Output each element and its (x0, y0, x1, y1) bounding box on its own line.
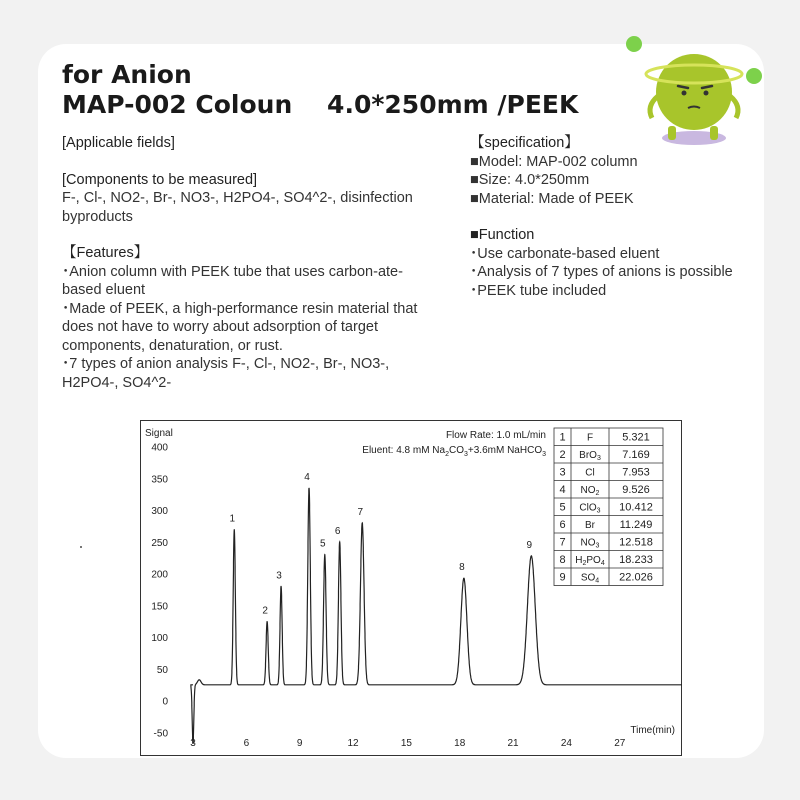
ion-subscript: 2 (582, 560, 587, 567)
function-item: ･Use carbonate-based eluent (470, 245, 660, 262)
function-item: ･PEEK tube included (470, 282, 607, 299)
mascot-leg (710, 126, 718, 140)
mascot-arm (650, 96, 658, 118)
mascot-bud-icon (626, 36, 642, 52)
ion-subscript: 4 (595, 577, 600, 585)
x-tick-label: 21 (507, 738, 519, 749)
spec-item: ■Model: MAP-002 column (470, 153, 638, 170)
y-tick-label: 300 (151, 506, 168, 518)
specification-heading: 【specification】 (470, 135, 579, 151)
y-tick-label: 200 (151, 569, 168, 581)
table-cell-ion (585, 468, 594, 479)
ion-subscript: 4 (600, 560, 605, 567)
y-tick-label: 50 (156, 664, 168, 676)
retention-table (554, 428, 663, 586)
y-tick-label: 400 (151, 442, 168, 454)
function-heading: ■Function (470, 227, 535, 243)
title-line-2: MAP-002 Coloun 4.0*250mm /PEEK (62, 90, 579, 119)
title-line-1: for Anion (62, 60, 192, 89)
ion-base: H (575, 555, 583, 566)
y-axis-label: Signal (145, 428, 173, 439)
chromatogram-chart (140, 420, 682, 756)
function-item: ･Analysis of 7 types of anions is possible (470, 264, 733, 280)
table-cell-number: 5 (559, 501, 566, 514)
table-cell-number: 2 (559, 449, 566, 461)
peak-label: 6 (334, 525, 341, 537)
table-cell-time: 18.233 (619, 554, 653, 566)
table-cell-time: 7.169 (622, 449, 650, 461)
y-tick-label: -50 (153, 728, 168, 740)
ion-base: NO (580, 485, 596, 496)
ion-subscript: 3 (596, 455, 601, 462)
mascot-icon (618, 30, 768, 160)
table-cell-ion (575, 555, 605, 567)
table-cell-time: 11.249 (619, 519, 653, 531)
table-cell-ion (587, 433, 593, 444)
x-tick-label: 3 (190, 738, 196, 749)
peak-label: 8 (459, 562, 465, 574)
y-tick-label: 150 (151, 601, 168, 613)
ion-base: Br (585, 520, 595, 531)
x-tick-label: 6 (243, 738, 250, 749)
x-tick-label: 9 (296, 738, 303, 749)
x-axis-label: Time(min) (630, 725, 675, 736)
peak-label: 3 (276, 570, 282, 582)
components-text: F-, Cl-, NO2-, Br-, NO3-, H2PO4-, SO4^2-, disinfection byproducts (62, 190, 413, 225)
ion-base: ClO (579, 502, 597, 514)
stray-dot (80, 546, 82, 548)
flow-rate-annotation: Flow Rate: 1.0 mL/min (445, 430, 546, 441)
table-cell-time: 10.412 (619, 501, 653, 514)
peak-label: 7 (357, 506, 364, 518)
mascot-leg (668, 126, 676, 140)
table-cell-number: 7 (559, 536, 566, 549)
peak-label: 4 (304, 471, 310, 483)
y-tick-label: 0 (162, 696, 168, 708)
features-heading: 【Features】 (62, 245, 149, 261)
x-tick-label: 24 (560, 738, 572, 749)
table-cell-number: 9 (559, 571, 566, 584)
feature-item: ･7 types of anion analysis F-, Cl-, NO2-, Br-, NO3-, H2PO4-, SO4^2- (62, 356, 390, 391)
ion-base: SO (580, 572, 596, 584)
mascot-bud-icon (746, 68, 762, 84)
feature-item: ･Anion column with PEEK tube that uses carbon-ate-based eluent (62, 263, 403, 298)
table-cell-number: 1 (559, 431, 566, 444)
table-cell-time: 12.518 (619, 536, 653, 549)
spec-item: ■Material: Made of PEEK (470, 190, 634, 207)
y-tick-label: 350 (151, 474, 168, 486)
table-cell-time: 9.526 (622, 484, 650, 496)
ion-base: PO (586, 555, 601, 566)
mascot-eye (704, 91, 709, 96)
ion-subscript: 3 (595, 542, 600, 550)
spec-item: ■Size: 4.0*250mm (470, 172, 590, 188)
ion-subscript: 2 (595, 490, 600, 497)
ion-base: BrO (579, 450, 597, 461)
peak-label: 1 (229, 513, 236, 525)
mascot-eye (682, 91, 687, 96)
table-cell-time: 5.321 (622, 431, 650, 444)
ion-base: F (586, 432, 594, 444)
table-cell-number: 6 (559, 519, 566, 531)
peak-label: 9 (526, 539, 533, 551)
table-cell-time: 22.026 (619, 571, 653, 584)
ion-base: Cl (585, 467, 595, 479)
applicable-fields-heading: [Applicable fields] (62, 135, 175, 151)
left-column (62, 134, 442, 392)
mascot-arm (730, 96, 738, 118)
table-cell-ion (585, 520, 596, 531)
x-tick-label: 18 (454, 738, 466, 749)
table-cell-number: 8 (559, 554, 566, 566)
peak-label: 2 (262, 605, 268, 617)
x-tick-label: 27 (614, 738, 626, 749)
ion-base: NO (580, 537, 596, 549)
x-tick-label: 12 (347, 738, 359, 749)
table-cell-number: 3 (559, 466, 566, 479)
components-heading: [Components to be measured] (62, 171, 258, 188)
x-tick-label: 15 (400, 738, 412, 749)
eluent-annotation: Eluent: 4.8 mM $Na_2CO_3+3.6mM$ NaHCO$_3$ (362, 445, 546, 458)
feature-item: ･Made of PEEK, a high-performance resin material that does not have to worry about adsorption of target components, denaturation, or rust. (62, 300, 418, 354)
y-tick-label: 100 (151, 633, 168, 645)
y-tick-label: 250 (151, 537, 168, 549)
table-cell-time: 7.953 (622, 466, 650, 479)
table-cell-number: 4 (559, 484, 566, 496)
peak-label: 5 (320, 538, 326, 550)
ion-subscript: 3 (596, 507, 601, 515)
